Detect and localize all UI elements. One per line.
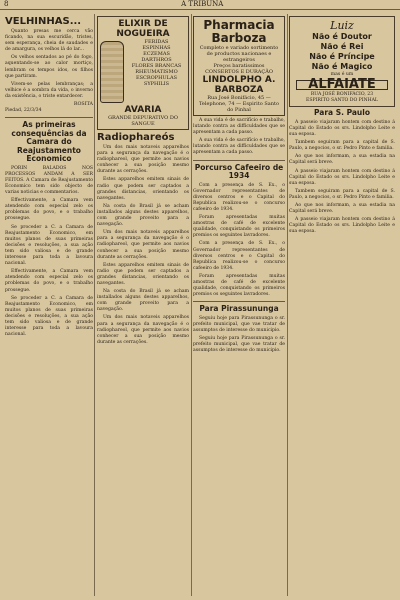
ad-line: Completo e variado sortimento de productos nacionaes e estrangeiros: [199, 45, 279, 63]
article-paragraph: Tambem seguiram para a capital de S. Paulo, a negocios, o sr. Pedro Pinto e familia.: [289, 188, 395, 200]
column-4: [289, 14, 395, 596]
ad-line: ECZEMAS: [143, 51, 170, 57]
ad-address: Rua José Bonifácio, 45 — Telephone, 74 — Espirito Santo do Pinhal: [198, 95, 280, 113]
article-paragraph: Com a presença de S. Ex., o Governador representantes de diversos centros e o Capital do Republica realizou-se o concurso cafeeiro de 1934.: [193, 241, 285, 271]
ad-tagline: GRANDE DEPURATIVO DO SANGUE: [108, 115, 178, 127]
article-paragraph: Com a presença de S. Ex., o Governador representantes de diversos centros e o Capital do Republica realizou-se o concurso cafeeiro de 1934.: [193, 182, 285, 212]
ad-address: RUA JOSÉ BONIFÁCIO, 23: [310, 92, 374, 98]
ad-line: SYPHILIS: [143, 81, 170, 87]
alfaiate-ad: [289, 16, 395, 107]
article-paragraph: Um dos mais notaveis apparelhos para a segurança da navegação é o radiophareol, que permite aos navios conhecer a sua posição mesmo durante as cerrações.: [97, 230, 189, 260]
divider: [193, 160, 285, 161]
ad-title: ELIXIR DE NOGUEIRA: [116, 19, 170, 39]
article-paragraph: Vivem-se pelas lembranças; a velhice é a sombra da vida, o inverno da existência, o triste entardecer.: [5, 81, 93, 99]
article-paragraph: A passeio viajaram hontem com destino á Capital do Estado os srs. Lindolpho Leite e sua esposa.: [289, 119, 395, 138]
ad-brand: AVARIA: [124, 105, 162, 115]
article-title-velhinhas: VELHINHAS...: [5, 16, 82, 27]
masthead: [0, 0, 400, 10]
column-2: [97, 14, 189, 596]
ad-line: ESPINHAS: [142, 45, 171, 51]
article-paragraph: A sua vida é de sacrifício e trabalho, lutando contra as difficuldades que se apresentam a cada passo.: [193, 138, 285, 156]
article-paragraph: Na costa do Brasil já se acham installados alguns destes apparelhos, com grande proveito para a navegação.: [97, 289, 189, 313]
divider: [193, 301, 285, 302]
ad-city: ESPIRITO SANTO DO PINHAL: [306, 98, 378, 104]
ad-line: ESCROPHULAS: [135, 75, 178, 81]
ad-line: Não é Príncipe: [309, 52, 375, 61]
column-divider: [287, 14, 288, 596]
column-divider: [94, 14, 95, 596]
article-title-concurso: Porcurso Cafeeiro de 1934: [194, 162, 284, 181]
article-paragraph: Seguiu hoje para Pirassununga o sr. prefeito municipal, que vae tratar de assumptos de interesse do municipio.: [193, 336, 285, 354]
article-title-pirassununga: Para Pirassununga: [199, 304, 279, 314]
ad-line: CONSERTOS E DURAÇÃO: [205, 69, 273, 75]
ad-line: mas é um: [330, 72, 354, 77]
article-paragraph: Na costa do Brasil já se acham installados alguns destes apparelhos, com grande proveito para a navegação.: [97, 203, 189, 228]
article-title-camara: As primeiras consequências da Camara do Reajustamento Economico: [11, 120, 87, 164]
article-paragraph: Quanto presas me cerca vão ficando, na sua escuridão, tristes, sem esperança, cheia de saudades e de amargura, os velhos lá do lar...: [5, 29, 93, 53]
article-paragraph: Estes apparelhos emitem sinais de radio que podem ser captados a grandes distancias, orientando os navegantes.: [97, 262, 189, 286]
article-paragraph: A passeio viajaram hontem com destino á Capital do Estado os srs. Lindolpho Leite e sua esposa.: [289, 217, 395, 235]
article-paragraph: Ao que nos informam, a sua estadia na Capital será breve.: [289, 203, 395, 215]
article-signature: ROSITA: [73, 102, 93, 108]
article-paragraph: Se proceder a C. a Camara de Reajustamento Economico, em muitos planos de suas primeiras decisões e resoluções, a sua ação tem sido valiosa e de grande interesse para toda a lavoura nacional.: [5, 224, 93, 267]
ad-name: LINDOLPHO A. BARBOZA: [202, 75, 276, 95]
column-3: [193, 14, 285, 596]
article-title-radiophareos: Radiophareós: [97, 132, 175, 143]
elixir-ad: [97, 16, 189, 130]
ad-title: Pharmacia Barboza: [203, 18, 275, 45]
article-paragraph: A passeio viajaram hontem com destino á Capital do Estado os srs. Lindolpho Leite e sua esposa.: [289, 168, 395, 186]
newspaper-title: A TRIBUNA: [181, 0, 224, 8]
divider: [5, 117, 93, 118]
article-paragraph: Um dos mais notaveis apparelhos para a segurança da navegação é o radiophareol, que permite aos navios conhecer a sua posição mesmo durante as cerrações.: [97, 145, 189, 175]
column-1: [5, 14, 93, 596]
article-paragraph: A sua vida é de sacrifício e trabalho, lutando contra as difficuldades que se apresentam a cada passo.: [193, 118, 285, 136]
ad-line: Preços baratissimos: [213, 63, 265, 69]
article-paragraph: Se proceder a C. a Camara de Reajustamento Economico, em muitos planos de suas primeiras decisões e resoluções, a sua ação tem sido valiosa e de grande interesse para toda a lavoura nacional.: [5, 295, 93, 338]
ad-line: Não é Rei: [320, 42, 364, 51]
ad-line: Não é Magico: [311, 62, 373, 71]
ad-line: FERIDAS: [144, 39, 169, 45]
article-paragraph: Seguiu hoje para Pirassununga o sr. prefeito municipal, que vae tratar de assumptos de interesse do municipio.: [193, 315, 285, 333]
ad-line: DARTHROS: [141, 57, 172, 63]
ad-line: FLORES BRANCAS: [131, 63, 182, 69]
article-paragraph: PORIN BALADOS NOS PROCESSOS ANDAM A SER FEITOS. A Camara de Reajustamento Economico tem sido objecto de varias noticias e commentarios.: [5, 165, 93, 196]
article-paragraph: Os velhos sentados ao pé do fogo, aquentando-se ao calor mortiço, lembram os tempos idos, os filhos que partiram.: [5, 55, 93, 79]
article-paragraph: Effectivamente, a Camara vem atendendo com especial zelo os problemas do povo, e o trabalho prossegue.: [5, 198, 93, 222]
ad-headline: ALFAIATE: [296, 80, 388, 90]
article-title-sao-paulo: Para S. Paulo: [313, 108, 370, 118]
article-paragraph: Ao que nos informam, a sua estadia na Capital será breve.: [289, 154, 395, 166]
article-date: Piedad, 22/3/34: [5, 108, 42, 114]
ad-line: RHEUMATISMO: [135, 69, 178, 75]
article-paragraph: Effectivamente, a Camara vem atendendo com especial zelo os problemas do povo, e o trabalho prossegue.: [5, 269, 93, 293]
ad-name: Luiz: [330, 19, 354, 32]
article-paragraph: Um dos mais notaveis apparelhos para a segurança da navegação é o radiophareol, que permite aos navios conhecer a sua posição mesmo durante as cerrações.: [97, 315, 189, 345]
pharmacia-ad: [193, 16, 285, 116]
article-paragraph: Tambem seguiram para a capital de S. Paulo, a negocios, o sr. Pedro Pinto e familia.: [289, 140, 395, 152]
ad-line: Não é Doutor: [312, 32, 372, 41]
article-paragraph: Estes apparelhos emitem sinais de radio que podem ser captados a grandes distancias, orientando os navegantes.: [97, 177, 189, 201]
bottle-icon: [100, 41, 124, 103]
article-paragraph: Foram apresentadas muitas amostras de café de excelente qualidade, conquistando os primeiros premios os seguintes lavradores.: [193, 215, 285, 239]
article-paragraph: Foram apresentadas muitas amostras de café de excelente qualidade, conquistando os primeiros premios os seguintes lavradores.: [193, 273, 285, 298]
page-number: 8: [4, 0, 9, 8]
column-divider: [191, 14, 192, 596]
